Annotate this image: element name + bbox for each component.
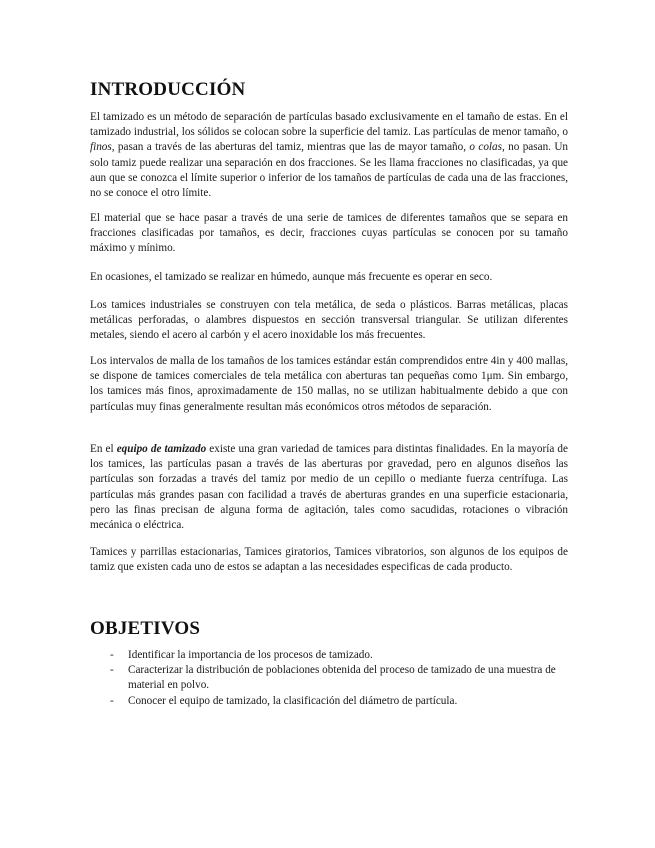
list-item bbox=[90, 648, 570, 663]
section-title-objetivos: OBJETIVOS bbox=[90, 618, 201, 639]
paragraph-text: En el bbox=[90, 443, 117, 455]
section-title-introduccion: INTRODUCCIÓN bbox=[90, 79, 246, 100]
list-item-text: Conocer el equipo de tamizado, la clasificación del diámetro de partícula. bbox=[128, 694, 458, 707]
bold-italic-term: equipo de tamizado bbox=[116, 443, 207, 455]
paragraph-intro-6 bbox=[90, 442, 568, 533]
bullet-dash: - bbox=[110, 694, 114, 707]
paragraph-intro-4: Los tamices industriales se construyen con tela metálica, de seda o plásticos. Barras metálicas, placas metálicas perforadas, o alambres dispuestos en sección transversal triangular. Se utilizan diferentes metales, siendo el acero al carbón y el acero inoxidable los más frecuentes. bbox=[90, 299, 568, 342]
objectives-list bbox=[90, 648, 570, 709]
paragraph-intro-3: En ocasiones, el tamizado se realizar en húmedo, aunque más frecuente es operar en seco. bbox=[90, 271, 493, 283]
paragraph-text: pasan a través de las aberturas del tamiz, mientras que las de mayor tamaño, bbox=[114, 141, 470, 154]
paragraph-intro-1 bbox=[90, 110, 568, 201]
paragraph-intro-5: Los intervalos de malla de los tamaños de los tamices estándar están comprendidos entre 4in y 400 mallas, se dispone de tamices comerciales de tela metálica con aberturas tan pequeñas como 1μm. Sin embargo, los tamices más finos, aproximadamente de 150 mallas, no se utilizan habitualmente debido a que con partículas muy finas generalmente resultan más económicos otros métodos de separación. bbox=[90, 355, 568, 413]
bullet-dash: - bbox=[110, 664, 114, 677]
italic-term-finos: finos, bbox=[90, 141, 115, 154]
paragraph-text: existe una gran variedad de tamices para distintas finalidades. En la mayoría de los tamices, las partículas pasan a través de las aberturas por gravedad, pero en algunos diseños las partículas son forzadas a través del tamiz por medio de un cepillo o mediante fuerza centrífuga. Las partículas más grandes pasan con facilidad a través de aberturas grandes en una superficie estacionaria, pero las finas precisan de alguna forma de agitación, tales como sacudidas, rotaciones o vibración mecánica o eléctrica. bbox=[90, 443, 568, 532]
paragraph-text: no pasan. Un solo tamiz puede realizar una separación en dos fracciones. Se les llama fracciones no clasificadas, ya que aun que se conozca el límite superior o inferior de los tamaños de partículas de cada una de las fracciones, no se conoce el otro límite. bbox=[90, 141, 568, 200]
bullet-dash: - bbox=[110, 649, 114, 661]
italic-term-colas: o colas, bbox=[469, 141, 505, 154]
list-item bbox=[90, 694, 570, 709]
paragraph-text: El tamizado es un método de separación de partículas basado exclusivamente en el tamaño de estas. En el tamizado industrial, los sólidos se colocan sobre la superficie del tamiz. Las partículas de menor tamaño, o bbox=[90, 111, 568, 139]
list-item-text: Identificar la importancia de los procesos de tamizado. bbox=[128, 649, 373, 661]
paragraph-intro-7: Tamices y parrillas estacionarias, Tamices giratorios, Tamices vibratorios, son algunos de los equipos de tamiz que existen cada uno de estos se adaptan a las necesidades especificas de cada producto. bbox=[90, 546, 568, 574]
list-item bbox=[90, 663, 570, 693]
paragraph-intro-2: El material que se hace pasar a través de una serie de tamices de diferentes tamaños que se separa en fracciones clasificadas por tamaños, es decir, fracciones cuyas partículas se conocen por su tamaño máximo y mínimo. bbox=[90, 212, 568, 255]
list-item-text: Caracterizar la distribución de poblaciones obtenida del proceso de tamizado de una muestra de material en polvo. bbox=[128, 664, 556, 692]
